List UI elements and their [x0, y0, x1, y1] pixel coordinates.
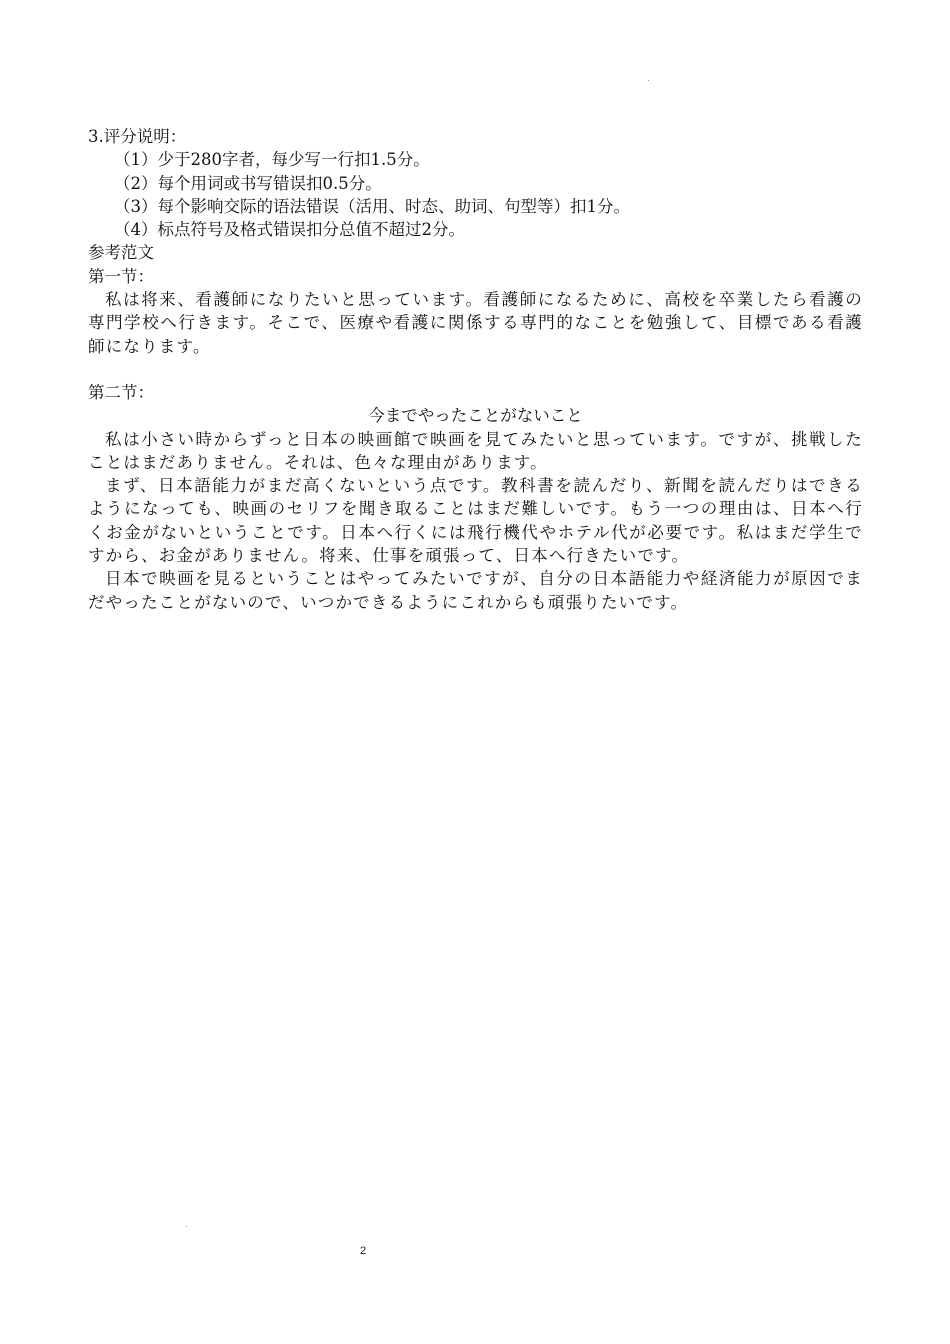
essay-title: 今までやったことがないこと: [368, 406, 583, 426]
document-body: [88, 125, 863, 614]
reference-heading: 参考范文: [88, 243, 154, 263]
essay-paragraph-1: 私は小さい時からずっと日本の映画館で映画を見てみたいと思っています。ですが、挑戦したことはまだありません。それは、色々な理由があります。: [88, 429, 863, 472]
section2-label: 第二节：: [88, 382, 154, 402]
speck-top: [648, 80, 649, 81]
scoring-item-3: （3）每个影响交际的语法错误（活用、时态、助词、句型等）扣1分。: [114, 196, 630, 216]
scoring-heading: 3.评分说明：: [88, 127, 187, 146]
section1-paragraph: 私は将来、看護師になりたいと思っています。看護師になるために、高校を卒業したら看護の専門学校へ行きます。そこで、医療や看護に関係する専門的なことを勉強して、目標である看護師になります。: [88, 290, 863, 356]
essay-paragraph-2: まず、日本語能力がまだ高くないという点です。教科書を読んだり、新聞を読んだりはできるようになっても、映画のセリフを聞き取ることはまだ難しいです。もう一つの理由は、日本へ行くお金がないということです。日本へ行くには飛行機代やホテル代が必要です。私はまだ学生ですから、お金がありません。将来、仕事を頑張って、日本へ行きたいです。: [88, 476, 863, 566]
page-number: 2: [359, 1245, 367, 1257]
section1-label: 第一节：: [88, 266, 154, 286]
speck-bottom: [186, 1226, 187, 1227]
essay-paragraph-3: 日本で映画を見るということはやってみたいですが、自分の日本語能力や経済能力が原因でまだやったことがないので、いつかできるようにこれからも頑張りたいです。: [88, 569, 863, 612]
scoring-item-1: （1）少于280字者，每少写一行扣1.5分。: [114, 150, 430, 170]
scoring-item-2: （2）每个用词或书写错误扣0.5分。: [114, 173, 382, 193]
blank-line: [88, 358, 863, 381]
scoring-item-4: （4）标点符号及格式错误扣分总值不超过2分。: [114, 220, 465, 240]
